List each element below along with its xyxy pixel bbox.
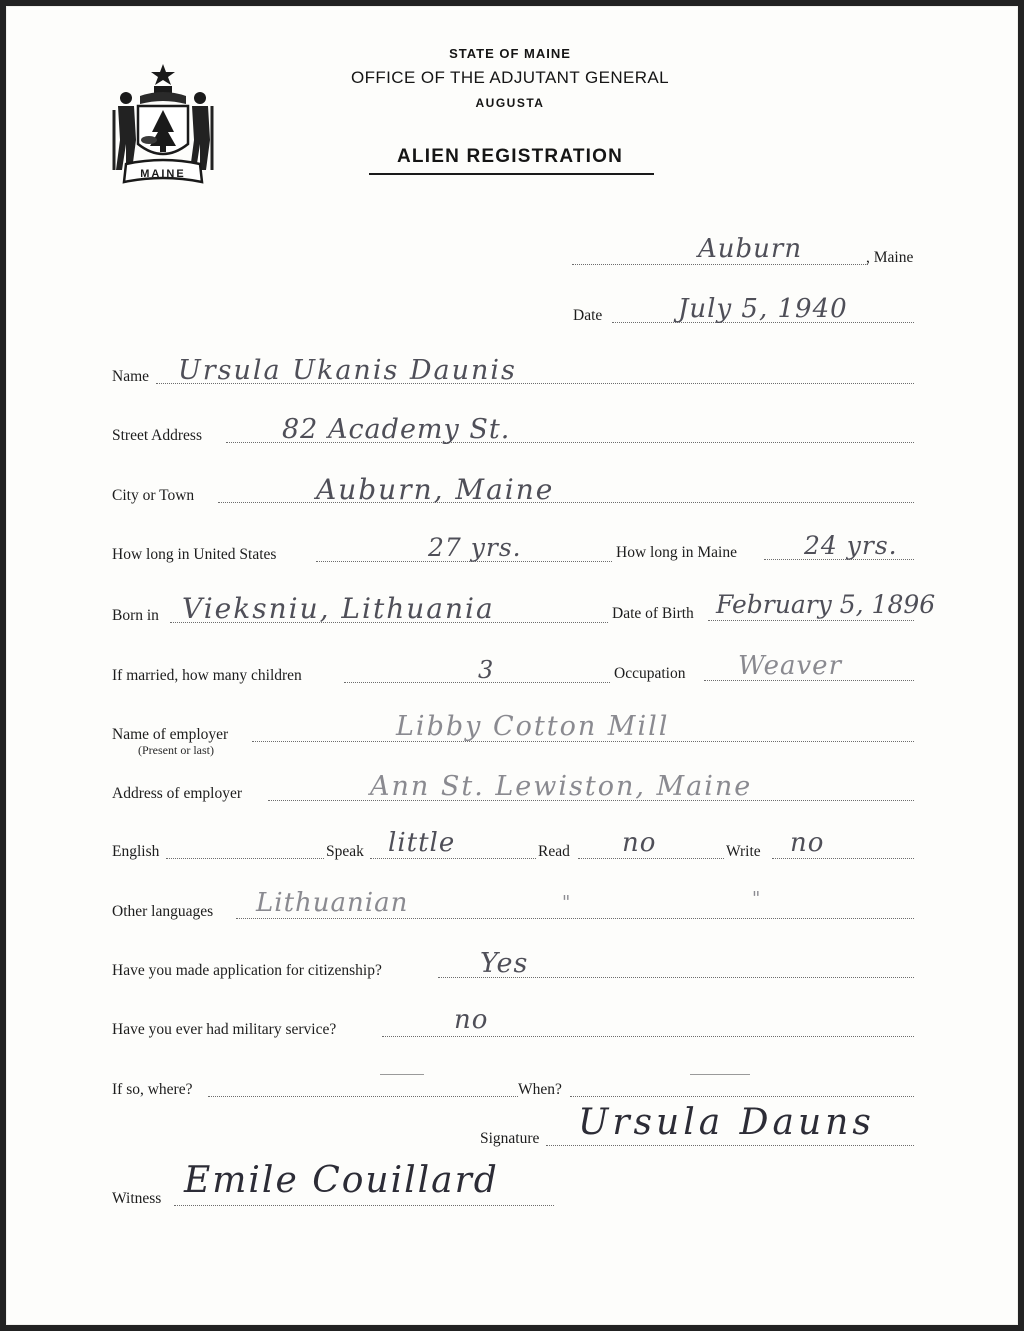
where-dash [380,1074,424,1075]
form-title: ALIEN REGISTRATION [396,146,624,167]
speak-label: Speak [326,843,364,860]
where-line [208,1096,518,1097]
date-value: July 5, 1940 [678,294,848,324]
title-underline [369,173,654,175]
employer-value: Libby Cotton Mill [396,711,670,742]
maine-state-seal [104,60,222,192]
maine-time-label: How long in Maine [616,544,737,561]
street-label: Street Address [112,427,202,444]
read-line [578,858,724,859]
dob-label: Date of Birth [612,605,694,622]
when-dash [690,1074,750,1075]
header-city: AUGUSTA [475,96,545,110]
date-label: Date [573,307,603,324]
born-value: Vieksniu, Lithuania [182,592,495,625]
children-label: If married, how many children [112,667,302,684]
maine-time-value: 24 yrs. [804,531,898,560]
name-value: Ursula Ukanis Daunis [178,355,517,386]
children-line [344,682,610,683]
where-label: If so, where? [112,1081,193,1098]
occupation-value: Weaver [738,651,842,681]
read-value: no [622,828,657,858]
dob-line [708,620,914,621]
other-languages-value: Lithuanian [256,888,409,918]
street-value: 82 Academy St. [282,414,511,445]
employer-label: Name of employer [112,726,229,743]
svg-text:MAINE: MAINE [140,168,186,180]
military-value: no [454,1005,489,1035]
other-languages-line [236,918,914,919]
english-line [166,858,324,859]
read-label: Read [538,843,570,860]
ditto-mark-1: " [562,892,572,913]
when-line [570,1096,914,1097]
town-suffix: , Maine [866,249,914,266]
speak-value: little [388,828,456,858]
military-line [382,1036,914,1037]
english-label: English [112,843,160,860]
employer-address-value: Ann St. Lewiston, Maine [370,771,753,802]
city-label: City or Town [112,487,195,504]
military-label: Have you ever had military service? [112,1021,337,1038]
employer-address-label: Address of employer [112,785,242,802]
write-line [772,858,914,859]
signature-value: Ursula Dauns [578,1102,875,1143]
ditto-mark-2: " [752,888,762,909]
write-value: no [790,828,825,858]
citizenship-value: Yes [480,948,529,979]
dob-value: February 5, 1896 [716,590,936,619]
citizenship-label: Have you made application for citizenship? [112,962,382,979]
witness-label: Witness [112,1190,162,1207]
us-time-label: How long in United States [112,546,277,563]
write-label: Write [726,843,761,860]
town-value: Auburn [698,234,803,264]
witness-value: Emile Couillard [184,1160,499,1201]
signature-label: Signature [480,1130,540,1147]
signature-line [546,1145,914,1146]
header-state: STATE OF MAINE [449,46,571,61]
occupation-label: Occupation [614,665,686,682]
header-office: OFFICE OF THE ADJUTANT GENERAL [350,68,670,87]
town-line [572,264,868,265]
name-label: Name [112,368,150,385]
us-time-value: 27 yrs. [428,533,522,562]
employer-sublabel: (Present or last) [138,743,214,757]
when-label: When? [518,1081,562,1098]
witness-line [174,1205,554,1206]
other-languages-label: Other languages [112,903,214,920]
children-value: 3 [478,656,495,684]
born-label: Born in [112,607,159,624]
speak-line [370,858,536,859]
city-value: Auburn, Maine [316,473,555,506]
